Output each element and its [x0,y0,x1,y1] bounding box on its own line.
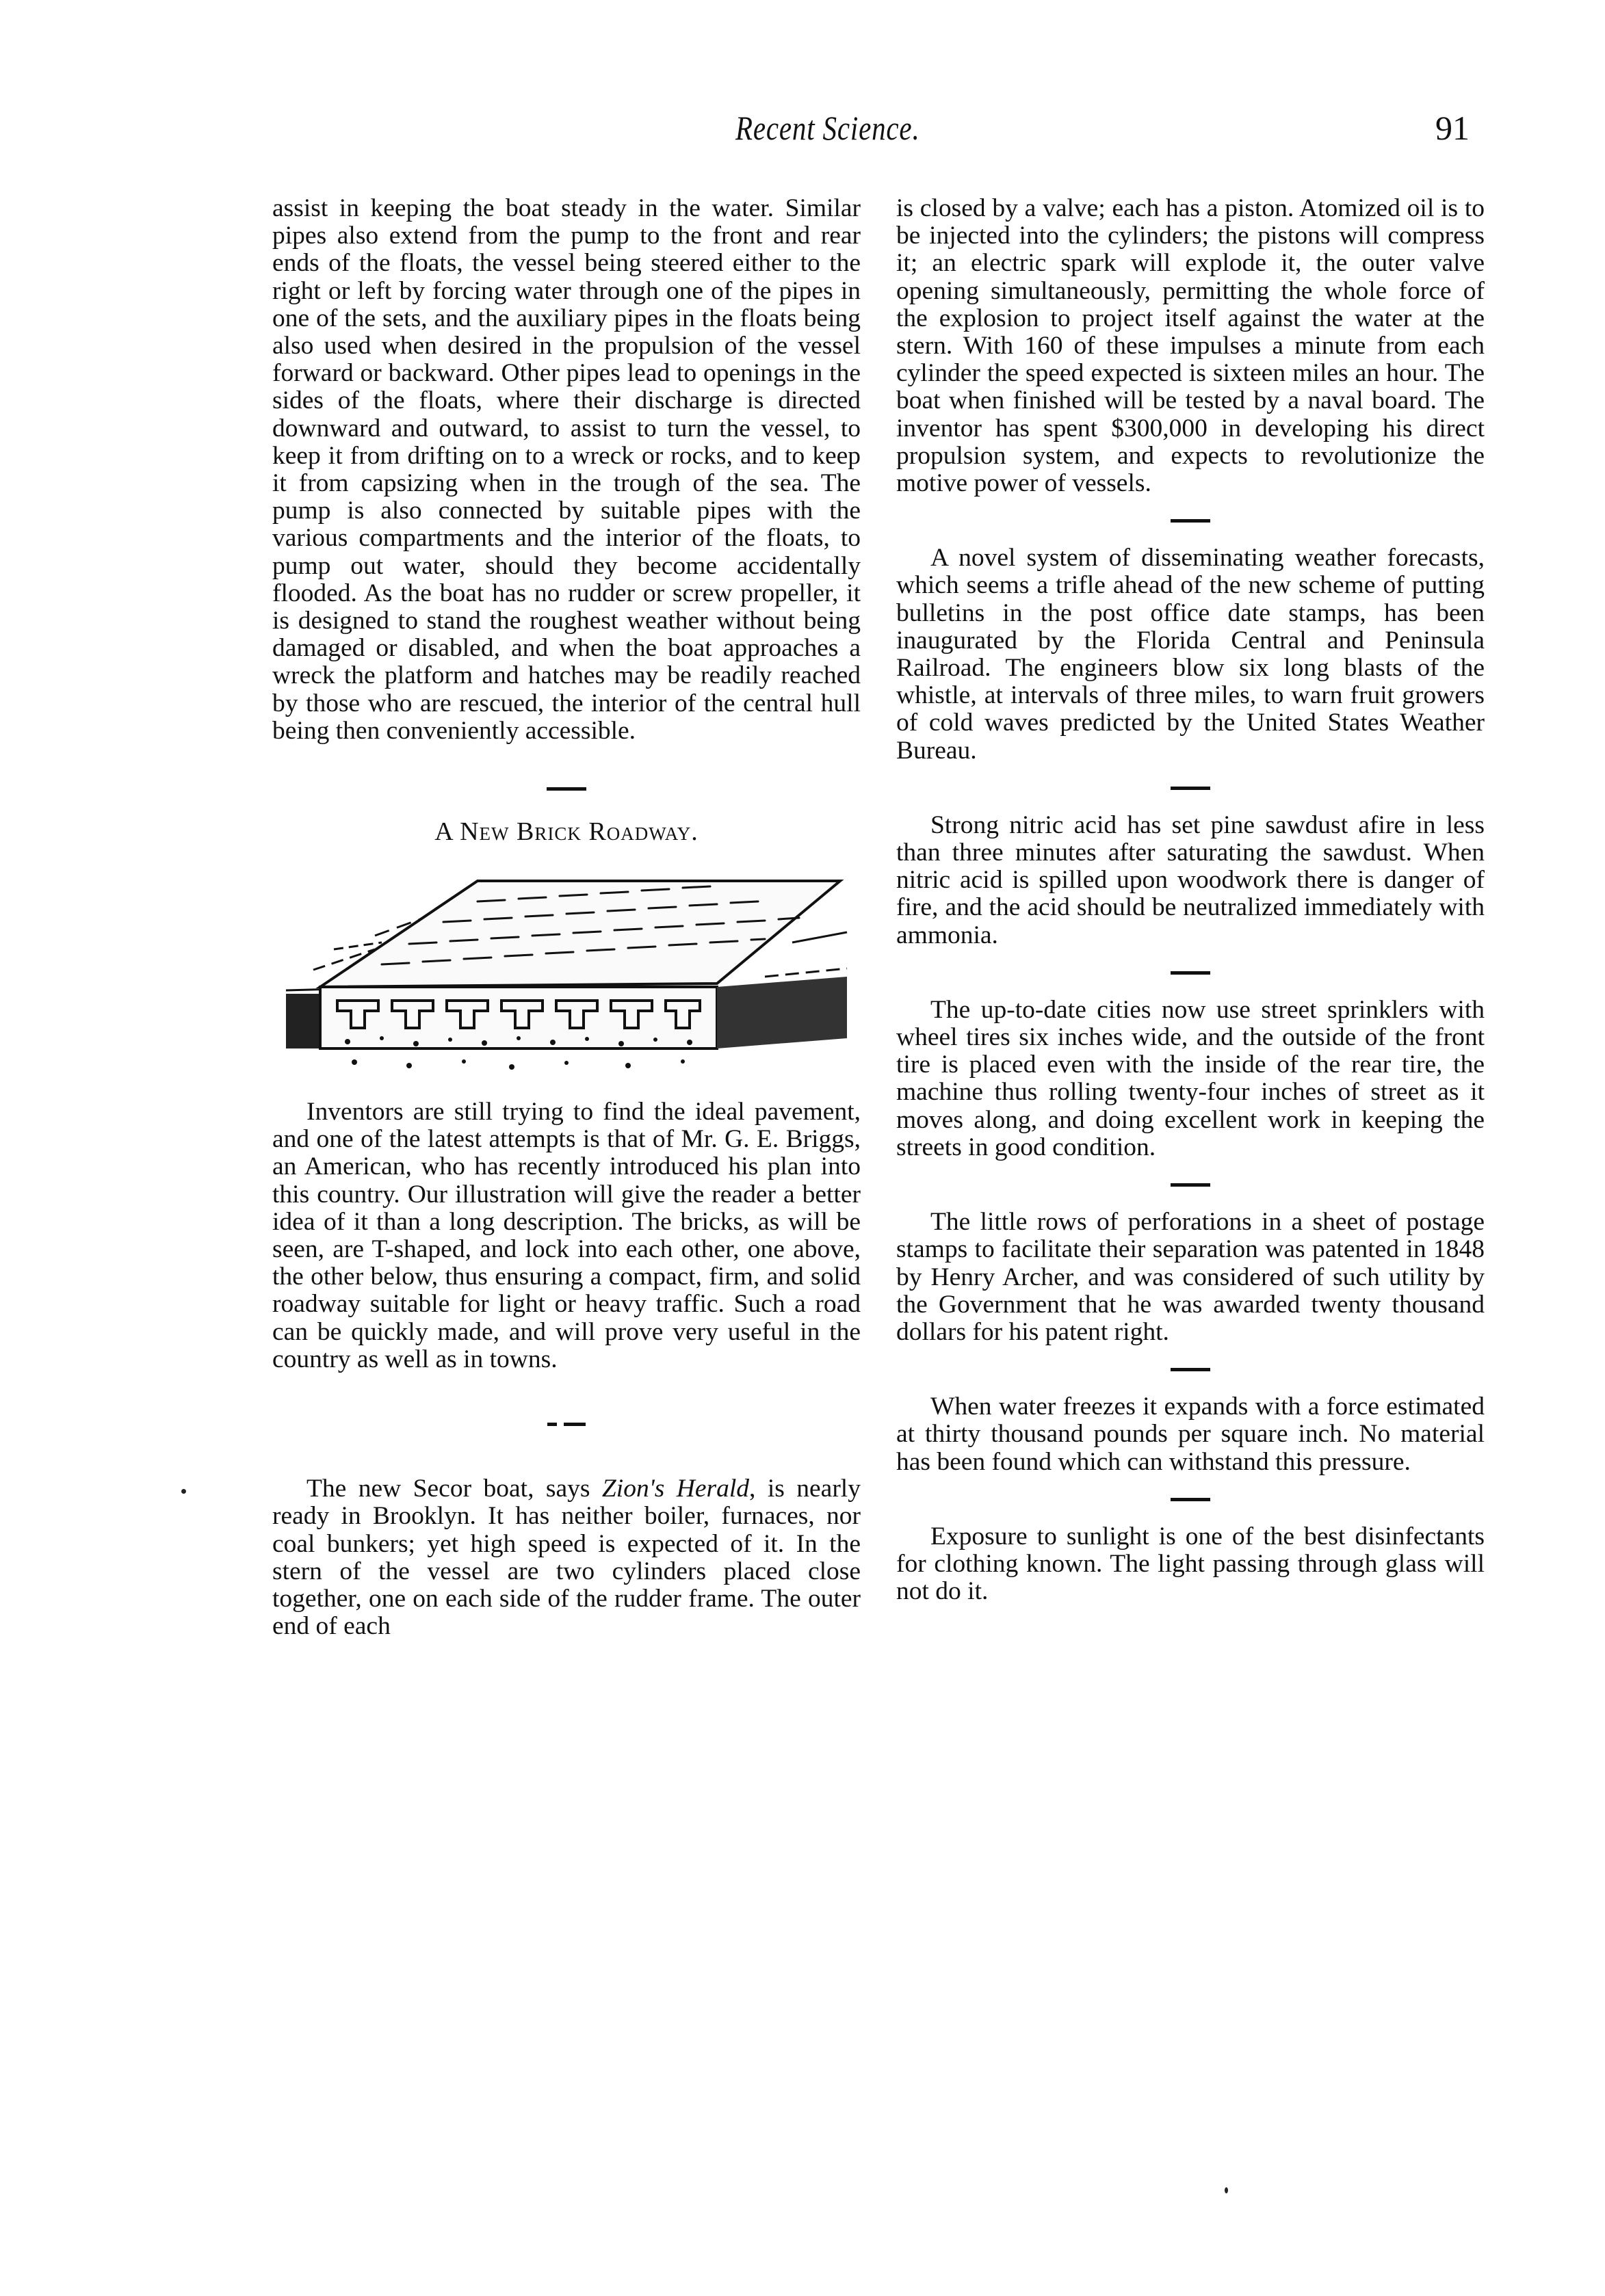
street-sprinklers-paragraph: The up-to-date cities now use street sprinklers with wheel tires six inches wide, and the outside of the front tire is placed even with the inside of the rear tire, the machine thus rolling twenty-four inches of street as it moves along, and doing excellent work in keeping the streets in good condition. [896,995,1485,1161]
nitric-acid-paragraph: Strong nitric acid has set pine sawdust afire in less than three minutes after saturating the sawdust. When nitric acid is spilled upon woodwork there is danger of fire, and the acid should be neutralized immediately with ammonia. [896,810,1485,949]
left-column [272,195,861,1640]
print-speck [181,1489,186,1494]
secor-boat-continued-paragraph: is closed by a valve; each has a piston. Atomized oil is to be injected into the cylinders; the pistons will compress it; an electric spark will explode it, the outer valve opening simultaneously, permitting the whole force of the explosion to project itself against the water at the stern. With 160 of these impulses a minute from each cylinder the speed expected is sixteen miles an hour. The boat when finished will be tested by a naval board. The inventor has spent $300,000 in developing his direct propulsion system, and expects to revolutionize the motive power of vessels. [896,194,1485,498]
section-divider [547,1423,586,1426]
brick-roadway-article [272,1098,861,1373]
sunlight-disinfectant-paragraph: Exposure to sunlight is one of the best disinfectants for clothing known. The light passing through glass will not do it. [896,1522,1485,1606]
running-title: Recent Science. [735,109,920,147]
left-column-body [272,195,861,745]
lifeboat-continued-paragraph: assist in keeping the boat steady in the water. Similar pipes also extend from the pump to the front and rear ends of the floats, the vessel being steered either to the right or left by forcing water through one of the pipes in one of the sets, and the auxiliary pipes in the floats being also used when desired in the propulsion of the vessel forward or backward. Other pipes lead to openings in the sides of the floats, where their discharge is directed downward and outward, to assist to turn the vessel, to keep it from drifting on to a wreck or rocks, and to keep it from capsizing when in the trough of the sea. The pump is also connected by suitable pipes with the various compartments and the interior of the floats, to pump out water, should they become accidentally flooded. As the boat has no rudder or screw propeller, it is designed to stand the roughest weather without being damaged or disabled, and when the boat approaches a wreck the platform and hatches may be readily reached by those who are rescued, the interior of the central hull being then conveniently accessible. [272,194,861,745]
print-speck [1225,2187,1228,2193]
secor-boat-paragraph: The new Secor boat, says Zion's Herald, is nearly ready in Brooklyn. It has neither boiler, furnaces, nor coal bunkers; yet high speed is expected of it. In the stern of the vessel are two cylinders placed close together, one on each side of the rudder frame. The outer end of each [272,1475,861,1641]
right-column [896,195,1485,1605]
postage-perforations-paragraph: The little rows of perforations in a sheet of postage stamps to facilitate their separation was patented in 1848 by Henry Archer, and was considered of such utility by the Government that he was awarded twenty thousand dollars for his patent right. [896,1208,1485,1346]
brick-roadway-illustration [272,867,861,1072]
secor-boat-article [272,1475,861,1640]
running-header [0,108,1605,156]
road-cross-section-icon [272,867,861,1072]
source-publication: Zion's Herald [601,1475,749,1503]
weather-forecast-paragraph: A novel system of disseminating weather forecasts, which seems a trifle ahead of the new scheme of putting bulletins in the post office date stamps, has been inaugurated by the Florida Central and Peninsula Railroad. The engineers blow six long blasts of the whistle, at intervals of three miles, to warn fruit growers of cold waves predicted by the United States Weather Bureau. [896,544,1485,765]
brick-roadway-paragraph: Inventors are still trying to find the ideal pavement, and one of the latest attempts is that of Mr. G. E. Briggs, an American, who has recently introduced his plan into this country. Our illustration will give the reader a better idea of it than a long description. The bricks, as will be seen, are T-shaped, and lock into each other, one above, the other below, thus ensuring a compact, firm, and solid roadway suitable for light or heavy traffic. Such a road can be quickly made, and will prove very useful in the country as well as in towns. [272,1098,861,1373]
freezing-water-paragraph: When water freezes it expands with a force estimated at thirty thousand pounds per square inch. No material has been found which can withstand this pressure. [896,1393,1485,1476]
section-title: A New Brick Roadway. [434,817,699,847]
page-number: 91 [1435,109,1470,147]
right-column-body [896,195,1485,1605]
